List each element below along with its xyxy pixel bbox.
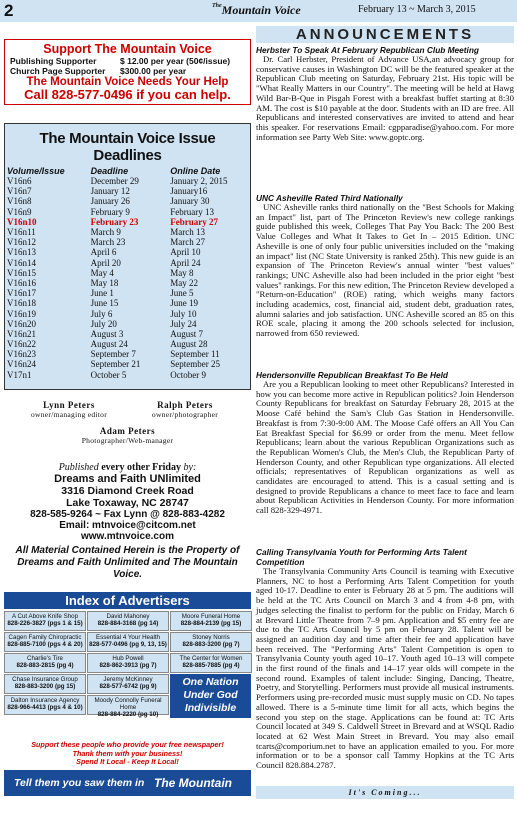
table-cell: February 27 <box>170 216 219 227</box>
advertiser-phone: 828-862-3913 (pg 7) <box>99 662 157 669</box>
article-heading: Herbster To Speak At February Republican Club Meeting <box>256 45 479 55</box>
advertiser-phone: 828-226-3827 (pgs 1 & 15) <box>7 620 83 627</box>
table-cell: V16n15 <box>7 267 36 278</box>
advertiser-name: Chase Insurance Group <box>12 676 78 683</box>
advertiser-phone: 828-883-2815 (pg 4) <box>16 662 74 669</box>
article-heading: UNC Asheville Rated Third Nationally <box>256 193 403 203</box>
table-cell: June 15 <box>90 298 119 309</box>
advertiser-phone: 828-883-3200 (pg 15) <box>14 683 76 690</box>
advertisers-grid <box>4 611 251 739</box>
table-cell: August 3 <box>90 328 124 339</box>
advertiser-phone: 828-883-3200 (pg 7) <box>182 641 240 648</box>
article <box>256 547 514 771</box>
brand-logo: The Mountain Voice! <box>154 776 232 816</box>
advertiser-name: Stoney Norris <box>192 634 230 641</box>
table-cell: September 11 <box>170 349 220 360</box>
table-cell: V16n24 <box>7 359 36 370</box>
advertiser-phone: 828-966-4413 (pgs 4 & 10) <box>7 704 83 711</box>
advertiser-item <box>170 632 252 652</box>
tell-banner: Tell them you saw them in The Mountain Voice! <box>4 770 251 796</box>
publisher-address: Lake Toxaway, NC 28747 <box>66 497 189 509</box>
staff-role: owner/managing editor <box>30 410 108 419</box>
table-cell: V16n8 <box>7 196 32 207</box>
table-row <box>7 237 250 247</box>
advertiser-phone: 828-884-2220 (pg 10) <box>97 711 159 718</box>
table-row <box>7 207 250 217</box>
table-cell: V16n22 <box>7 339 36 350</box>
table-cell: March 27 <box>170 237 206 248</box>
advertiser-item <box>87 653 169 673</box>
table-cell: V16n16 <box>7 277 36 288</box>
table-row <box>7 349 250 359</box>
advertiser-name: Moore Funeral Home <box>181 613 241 620</box>
table-row <box>7 278 250 288</box>
advertiser-item <box>87 674 169 694</box>
advertiser-name: Moody Connolly Funeral Home <box>94 697 162 711</box>
table-cell: May 18 <box>90 277 119 288</box>
article <box>256 370 514 516</box>
support-row: Publishing Supporter $ 12.00 per year (50¢/issue) <box>10 56 231 66</box>
table-cell: V16n14 <box>7 257 36 268</box>
table-cell: April 24 <box>170 257 201 268</box>
staff-name: Adam Peters <box>99 426 156 436</box>
table-cell: January16 <box>170 186 208 197</box>
table-cell: V16n23 <box>7 349 36 360</box>
staff-name: Ralph Peters <box>157 400 213 410</box>
table-cell: September 7 <box>90 349 136 360</box>
table-cell: January 26 <box>90 196 130 207</box>
table-cell: V16n11 <box>7 227 36 238</box>
advertiser-name: Dalton Insurance Agency <box>10 697 80 704</box>
advertiser-phone: 828-884-3168 (pg 14) <box>97 620 159 627</box>
table-cell: July 10 <box>170 308 197 319</box>
issue-date: February 13 ~ March 3, 2015 <box>358 4 476 15</box>
table-row <box>7 227 250 237</box>
publisher-company: Dreams and Faith UNlimited <box>54 473 201 485</box>
table-cell: February 9 <box>90 206 130 217</box>
advertiser-item <box>4 653 86 673</box>
article-body: Dr. Carl Herbster, President of Advance USA,an advocacy group for conservative causes in Washington DC will be the featured speaker at the Republican Club meeting on Saturday, February 21st. His topic will be "What Really Matters in our Country". The meeting will be held at Hawg Wild Bar-B-Que in Pisgah Forest with a breakfast buffet starting at 8:30 AM. The cost is $10 payable at the door. Students with an ID are free. All Republicans and interested conservatives are invited to attend and hear this speaker. For reservations Email: cgpparadise@yahoo.com. For more information see Party Web Site: www.goptc.org. <box>256 54 514 142</box>
deadlines-title: The Mountain Voice Issue Deadlines <box>39 130 216 164</box>
advertiser-item <box>4 674 86 694</box>
coming-soon-banner: It's Coming... <box>256 786 514 799</box>
table-cell: July 24 <box>170 318 197 329</box>
advertiser-item <box>4 632 86 652</box>
col-header: Volume/Issue <box>7 165 65 176</box>
table-row <box>7 196 250 206</box>
table-row <box>7 258 250 268</box>
table-cell: January 12 <box>90 186 130 197</box>
publisher-address: 3316 Diamond Creek Road <box>61 485 194 497</box>
advertiser-item <box>87 632 169 652</box>
table-row <box>7 186 250 196</box>
support-row: Church Page Supporter $300.00 per year <box>10 66 187 76</box>
advertiser-name: Hub Powell <box>112 655 144 662</box>
advertiser-item <box>4 695 86 715</box>
table-cell: October 5 <box>90 369 127 380</box>
publisher-email[interactable]: Email: mtnvoice@citcom.net <box>59 520 196 531</box>
table-cell: September 21 <box>90 359 141 370</box>
call-line: Call 828-577-0496 if you can help. <box>24 87 231 102</box>
advertiser-phone: 828-577-6742 (pg 9) <box>99 683 157 690</box>
table-cell: V16n12 <box>7 237 36 248</box>
table-cell: March 9 <box>90 227 121 238</box>
table-cell: May 4 <box>90 267 114 278</box>
table-row <box>7 288 250 298</box>
table-row <box>7 329 250 339</box>
publisher-website[interactable]: www.mtnvoice.com <box>81 531 174 542</box>
table-cell: January 30 <box>170 196 210 207</box>
table-cell: V16n13 <box>7 247 36 258</box>
advertiser-phone: 828-885-7885 (pg 4) <box>182 662 240 669</box>
publisher-info <box>4 462 251 542</box>
table-cell: V16n20 <box>7 318 36 329</box>
table-cell: January 2, 2015 <box>170 176 228 187</box>
page-header <box>0 0 517 22</box>
staff-role: owner/photographer <box>151 410 219 419</box>
table-cell: July 20 <box>90 318 117 329</box>
masthead: $^{The}$Mountain Voice <box>212 3 301 17</box>
table-row <box>7 319 250 329</box>
advertiser-name: Cagen Family Chiropractic <box>8 634 82 641</box>
article-body: The Transylvania Community Arts Council is teaming with Executive Planners, NC to host a Performing Arts Talent Competition for youth aged 10-17. Deadline to enter is February 28 at 5 pm. The auditions will be held at the TC Arts Council on March 3 and 4 from 4-8 pm, with judges selecting the finalist to perform for the public on Friday, March 6 at Brevard Little Theatre from 7–9 pm. Application and $5 entry fee are due to the TC Arts Council by 5 pm on February 28. Talent will be assigned an audition day and time after their fee and application have been received. The "Performing Arts" Talent Competition is open to Transylvania County youth aged 10–17. Youth aged 10–13 will compete in the first round of the finals and 14–17 year olds will compete in the second round. Examples of talent include: Singing, Dancing, Theatre, Poetry, and Storytelling. Performers must provide all musical instruments. Performers using pre-recorded music must supply music on CD. No tapes allowed. There is a 5-minute time limit for all acts, which begins the second you step on the stage. Applications can be found at: TC Arts Council located at 349 S. Caldwell Street in Brevard and at WSQL Radio located at 62 West Main Street in Brevard. You may also email tcarts@comporium.net to have an application emailed to you. For more information or to be a sponsor call Tammy Hopkins at the TC Arts Council 828.884.2787. <box>256 566 514 771</box>
table-cell: May 8 <box>170 267 194 278</box>
table-cell: May 22 <box>170 277 199 288</box>
advertisers-title: Index of Advertisers <box>4 592 251 609</box>
deadlines-box <box>4 123 251 390</box>
published-line: Published every other Friday by: <box>58 462 197 473</box>
advertiser-item <box>87 695 169 718</box>
table-cell: June 1 <box>90 288 114 299</box>
one-nation-slogan: One Nation Under God Indivisible <box>170 674 251 718</box>
advertiser-name: Charlie's Tire <box>27 655 63 662</box>
article-body: UNC Asheville ranks third nationally on the "Best Schools for Making an Impact" list, part of The Princeton Review's new college rankings guide published this week, Colleges That Pay You Back: The 200 Best Value Colleges and What It Takes to Get In – 2015 Edition. UNC Asheville is one of only four public universities included on the "making an impact" list (NC State University is ranked 25th). This new guide is an expansion of The Princeton Review's annual winter "best values" rankings; UNC Asheville also had been included in the prior eight "best values" rankings. For this new edition, The Princeton Review developed a "Return-on-Education" (ROE) rating, which weighs many factors including academics, cost, financial aid, student debt, graduation rates, alumni salaries and job satisfaction. UNC Asheville scored an 85 on this ROE scale, placing it among the 200 schools selected for inclusion, narrowed from 650 reviewed. <box>256 202 514 339</box>
article-heading: Calling Transylvania Youth for Performing Arts Talent Competition <box>256 547 467 567</box>
advertiser-phone: 828-884-2139 (pg 15) <box>180 620 242 627</box>
publisher-phone: 828-585-9264 ~ Fax Lynn @ 828-883-4282 <box>30 509 225 520</box>
table-cell: June 5 <box>170 288 194 299</box>
table-cell: June 19 <box>170 298 199 309</box>
needs-help: The Mountain Voice Needs Your Help <box>26 76 229 88</box>
table-row <box>7 298 250 308</box>
advertiser-item <box>87 611 169 631</box>
table-cell: V16n10 <box>7 216 37 227</box>
table-cell: August 28 <box>170 339 208 350</box>
article-heading: Hendersonville Republican Breakfast To Be Held <box>256 370 448 380</box>
advertiser-name: David Mahoney <box>106 613 150 620</box>
advertiser-name: Jeremy McKinney <box>103 676 153 683</box>
advertiser-item <box>170 611 252 631</box>
table-cell: V17n1 <box>7 369 32 380</box>
table-cell: October 9 <box>170 369 207 380</box>
table-row <box>7 370 250 380</box>
article <box>256 45 514 142</box>
table-cell: March 23 <box>90 237 126 248</box>
article-body: Are you a Republican looking to meet other Republicans? Interested in how you can become more active in Republican politics? Join Henderson County Republicans for breakfast on Saturday February 28, 2015 at the Moose Café behind the Sam's Club Gas Station in Hendersonville. Breakfast is from 7:30-9:00 AM. The Moose Café offers an All You Can Eat Breakfast Special for $6.99 or order from the menu. Meet fellow Republicans; learn about the various Republican Organizations such as the Republican Women's Club, the Men's Club, the Republican Party of Henderson County, and other Republican type organizations. All elected officials; representatives of Republican organizations as well as candidates are encouraged to attend. This is a casual setting and is designed to provide Republicans a chance to meet face to face and learn about Republican Activities in Henderson County. For more information call 828-329-4971. <box>256 379 514 516</box>
col-header: Online Date <box>170 165 221 176</box>
staff-role: Photographer/Web-manager <box>81 436 174 445</box>
table-cell: V16n21 <box>7 328 36 339</box>
table-row <box>7 339 250 349</box>
support-box <box>4 39 251 105</box>
advertiser-item <box>4 611 86 631</box>
staff-credits <box>4 400 251 445</box>
table-cell: V16n9 <box>7 206 32 217</box>
table-cell: April 10 <box>170 247 201 258</box>
article <box>256 193 514 339</box>
table-cell: V16n17 <box>7 288 36 299</box>
table-cell: V16n7 <box>7 186 32 197</box>
table-cell: April 20 <box>90 257 121 268</box>
table-cell: March 13 <box>170 227 206 238</box>
advertiser-name: A Cut Above Knife Shop <box>11 613 79 620</box>
staff-name: Lynn Peters <box>43 400 95 410</box>
advertiser-name: The Center for Women <box>179 655 243 662</box>
table-row <box>7 268 250 278</box>
table-cell: V16n6 <box>7 176 32 187</box>
deadlines-table <box>7 165 250 380</box>
advertiser-phone: 828-885-7100 (pgs 4 & 20) <box>7 641 83 648</box>
table-cell: August 24 <box>90 339 128 350</box>
page-number: 2 <box>4 1 14 20</box>
table-cell: February 23 <box>90 216 139 227</box>
table-row <box>7 176 250 186</box>
table-cell: December 29 <box>90 176 139 187</box>
support-local: Support these people who provide your free newspaper! Thank them with your business! Spend It Local - Keep It Local! <box>31 740 224 766</box>
table-row <box>7 359 250 369</box>
advertiser-item <box>170 653 252 673</box>
table-row <box>7 217 250 227</box>
table-cell: August 7 <box>170 328 204 339</box>
advertiser-name: Essential 4 Your Health <box>96 634 160 641</box>
table-cell: July 6 <box>90 308 113 319</box>
table-row <box>7 308 250 318</box>
table-cell: V16n18 <box>7 298 36 309</box>
table-cell: V16n19 <box>7 308 36 319</box>
table-cell: February 13 <box>170 206 215 217</box>
advertiser-phone: 828-577-0496 (pg 9, 13, 15) <box>89 641 167 648</box>
announcements-title: ANNOUNCEMENTS <box>256 26 514 43</box>
table-row <box>7 247 250 257</box>
support-title: Support The Mountain Voice <box>43 42 212 56</box>
table-cell: September 25 <box>170 359 221 370</box>
table-cell: April 6 <box>90 247 117 258</box>
rights-notice: All Material Contained Herein is the Property of Dreams and Faith Unlimited and The Mountain Voice. <box>15 545 240 580</box>
col-header: Deadline <box>90 165 129 176</box>
